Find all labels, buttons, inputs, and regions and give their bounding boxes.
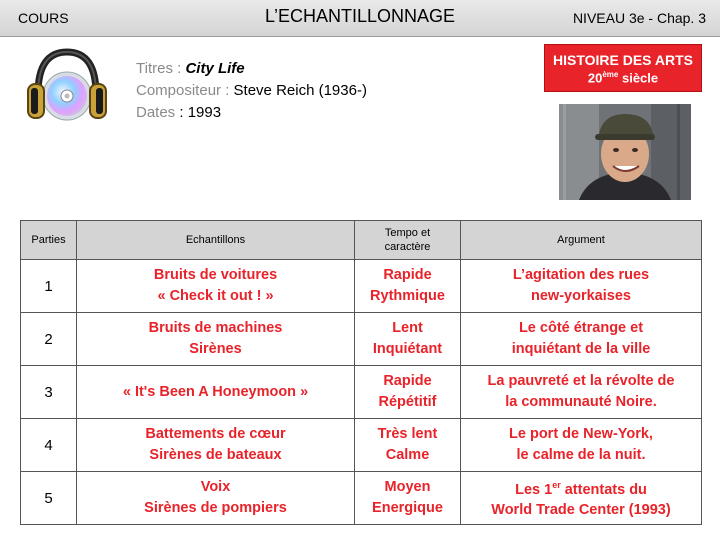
title-line — [136, 58, 367, 80]
badge-title: HISTOIRE DES ARTS — [552, 52, 694, 68]
tempo-cell: Rapide Rythmique — [355, 260, 461, 313]
argument-cell: Le côté étrange et inquiétant de la ville — [461, 313, 702, 366]
sample-cell: Bruits de voitures « Check it out ! » — [77, 260, 355, 313]
col-header-echantillons: Echantillons — [77, 221, 355, 260]
part-number: 4 — [21, 419, 77, 472]
tempo-cell: Très lent Calme — [355, 419, 461, 472]
composer-value: Steve Reich (1936-) — [233, 82, 367, 99]
sample-cell: Battements de cœur Sirènes de bateaux — [77, 419, 355, 472]
work-info — [136, 58, 367, 124]
argument-cell: Le port de New-York, le calme de la nuit. — [461, 419, 702, 472]
tempo-cell: Rapide Répétitif — [355, 366, 461, 419]
col-header-parties: Parties — [21, 221, 77, 260]
col-header-argument: Argument — [461, 221, 702, 260]
col-header-tempo: Tempo et caractère — [355, 221, 461, 260]
headphones-cd-icon — [24, 44, 110, 130]
part-number: 5 — [21, 472, 77, 525]
composer-line — [136, 80, 367, 102]
tempo-cell: Moyen Energique — [355, 472, 461, 525]
dates-label: Dates — [136, 104, 176, 121]
sample-cell: « It's Been A Honeymoon » — [77, 366, 355, 419]
level-label: NIVEAU 3e - Chap. 3 — [572, 10, 706, 26]
table-row — [21, 472, 702, 525]
part-number: 1 — [21, 260, 77, 313]
title-label: Titres : — [136, 60, 186, 77]
argument-cell: La pauvreté et la révolte de la communauté Noire. — [461, 366, 702, 419]
page-title: L’ECHANTILLONNAGE — [264, 6, 456, 26]
argument-cell: L’agitation des rues new-yorkaises — [461, 260, 702, 313]
title-value: City Life — [185, 60, 245, 77]
table-row — [21, 313, 702, 366]
table-row — [21, 260, 702, 313]
samples-table — [20, 220, 702, 525]
dates-value: : 1993 — [175, 104, 222, 121]
argument-cell: Les 1er attentats du World Trade Center (1993) — [461, 472, 702, 525]
badge-century: 20ème siècle — [587, 70, 659, 86]
header-bar — [0, 0, 720, 37]
table-row — [21, 419, 702, 472]
part-number: 2 — [21, 313, 77, 366]
table-header-row — [21, 221, 702, 260]
sample-cell: Bruits de machines Sirènes — [77, 313, 355, 366]
sample-cell: Voix Sirènes de pompiers — [77, 472, 355, 525]
table-row — [21, 366, 702, 419]
course-label: COURS — [18, 10, 69, 26]
composer-label: Compositeur : — [136, 82, 234, 99]
history-of-arts-badge — [544, 44, 702, 92]
part-number: 3 — [21, 366, 77, 419]
composer-portrait — [559, 104, 691, 200]
dates-line — [136, 102, 367, 124]
tempo-cell: Lent Inquiétant — [355, 313, 461, 366]
